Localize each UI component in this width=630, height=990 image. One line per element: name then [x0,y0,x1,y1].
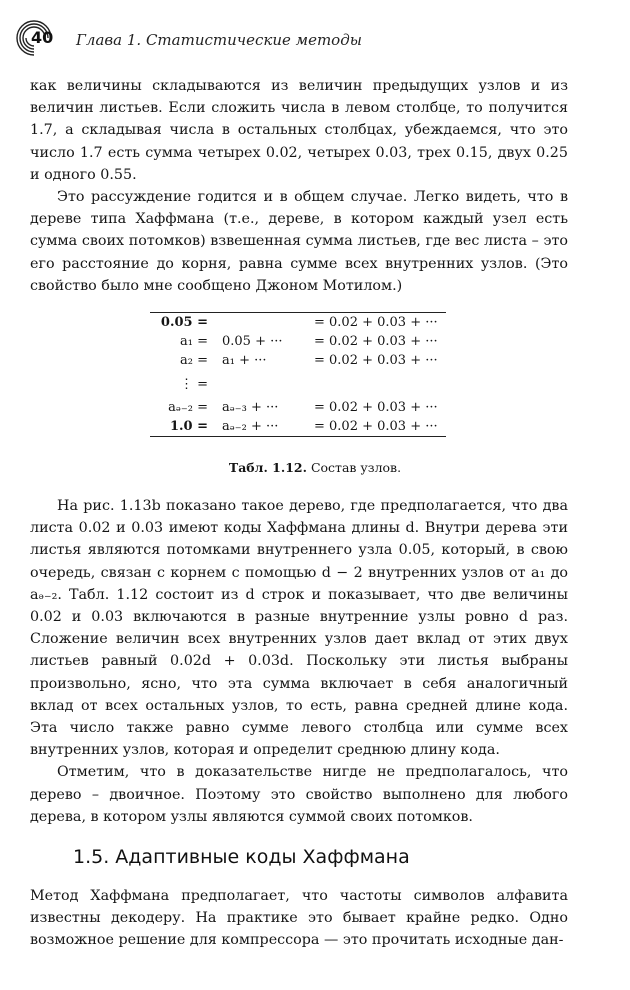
table-row [150,351,446,370]
table-row [150,398,446,417]
table-cell-c1: 0.05 = [160,315,208,330]
table-cell-c3 [302,370,446,398]
caption-text: Состав узлов. [310,460,402,475]
table-cell-c3: = 0.02 + 0.03 + ··· [314,419,438,434]
paragraph: Это рассуждение годится и в общем случае. Легко видеть, что в дереве типа Хаффмана (т.е., дереве, в котором каждый узел есть сумма своих потомков) взвешенная сумма листьев, где вес листа – это его расстояние до корня, равна сумме всех внутренних узлов. (Это свойство было мне сообщено Джоном Мотилом.) [30,189,568,294]
table-row [150,370,446,398]
text-block-top [30,75,568,297]
table-body [150,313,446,436]
table-cell-c1: a₂ = [180,353,208,368]
page-number: 40 [31,28,54,47]
table-cell-c3: = 0.02 + 0.03 + ··· [314,334,438,349]
table-bottom-rule [150,436,446,437]
table-cell-c2: aₔ₋₂ + ··· [222,419,279,434]
paragraph: На рис. 1.13b показано такое дерево, где предполагается, что два листа 0.02 и 0.03 имеют коды Хаффмана длины d. Внутри дерева эти листья являются потомками внутреннего узла 0.05, который, в свою очередь, связан с корнем с помощью d − 2 внутренних узлов от a₁ до aₔ₋₂. Табл. 1.12 состоит из d строк и показывает, что две величины 0.02 и 0.03 включаются в разные внутренние узлы ровно d раз. Сложение величин всех внутренних узлов дает вклад от этих двух листьев равный 0.02d + 0.03d. Поскольку эти листья выбраны произвольно, ясно, что эта сумма включает в себя аналогичный вклад от всех остальных узлов, то есть, равна средней длине кода. Эта число также равно сумме левого столбца или сумме всех внутренних узлов, которая и определит среднюю длину кода. [30,498,568,759]
running-head: Глава 1. Статистические методы [76,31,362,49]
text-block-bottom [30,885,568,952]
table-cell-c2: 0.05 + ··· [222,334,283,349]
table-cell-c1: aₔ₋₂ = [168,400,208,415]
table-cell-c2 [208,313,302,332]
table-cell-c3: = 0.02 + 0.03 + ··· [314,400,438,415]
table-row [150,313,446,332]
table-row [150,417,446,436]
table-cell-c2: a₁ + ··· [222,353,267,368]
table-row [150,332,446,351]
table-cell-c3: = 0.02 + 0.03 + ··· [314,353,438,368]
node-composition-table [150,312,446,437]
paragraph: как величины складываются из величин предыдущих узлов и из величин листьев. Если сложить числа в левом столбце, то получится 1.7, а складывая числа в остальных столбцах, убеждаемся, что это число 1.7 есть сумма четырех 0.02, четырех 0.03, трех 0.15, двух 0.25 и одного 0.55. [30,78,568,183]
page-header [14,18,614,58]
paragraph: Отметим, что в доказательстве нигде не предполагалось, что дерево – двоичное. Поэтому это свойство выполнено для любого дерева, в котором узлы являются суммой своих потомков. [30,764,568,825]
section-heading: 1.5. Адаптивные коды Хаффмана [73,846,410,868]
paragraph: Метод Хаффмана предполагает, что частоты символов алфавита известны декодеру. На практике это бывает крайне редко. Одно возможное решение для компрессора — это прочитать исходные дан- [30,888,568,949]
text-block-middle [30,495,568,828]
page-number-badge [14,18,54,58]
table-cell-c1: 1.0 = [169,419,208,434]
table-cell-c2 [208,370,302,398]
table-cell-c1: a₁ = [180,334,208,349]
table-cell-c3: = 0.02 + 0.03 + ··· [314,315,438,330]
caption-label: Табл. 1.12. [228,460,307,475]
table-cell-c1: ⋮ = [179,376,208,392]
table-cell-c2: aₔ₋₃ + ··· [222,400,279,415]
table-caption [0,460,630,475]
